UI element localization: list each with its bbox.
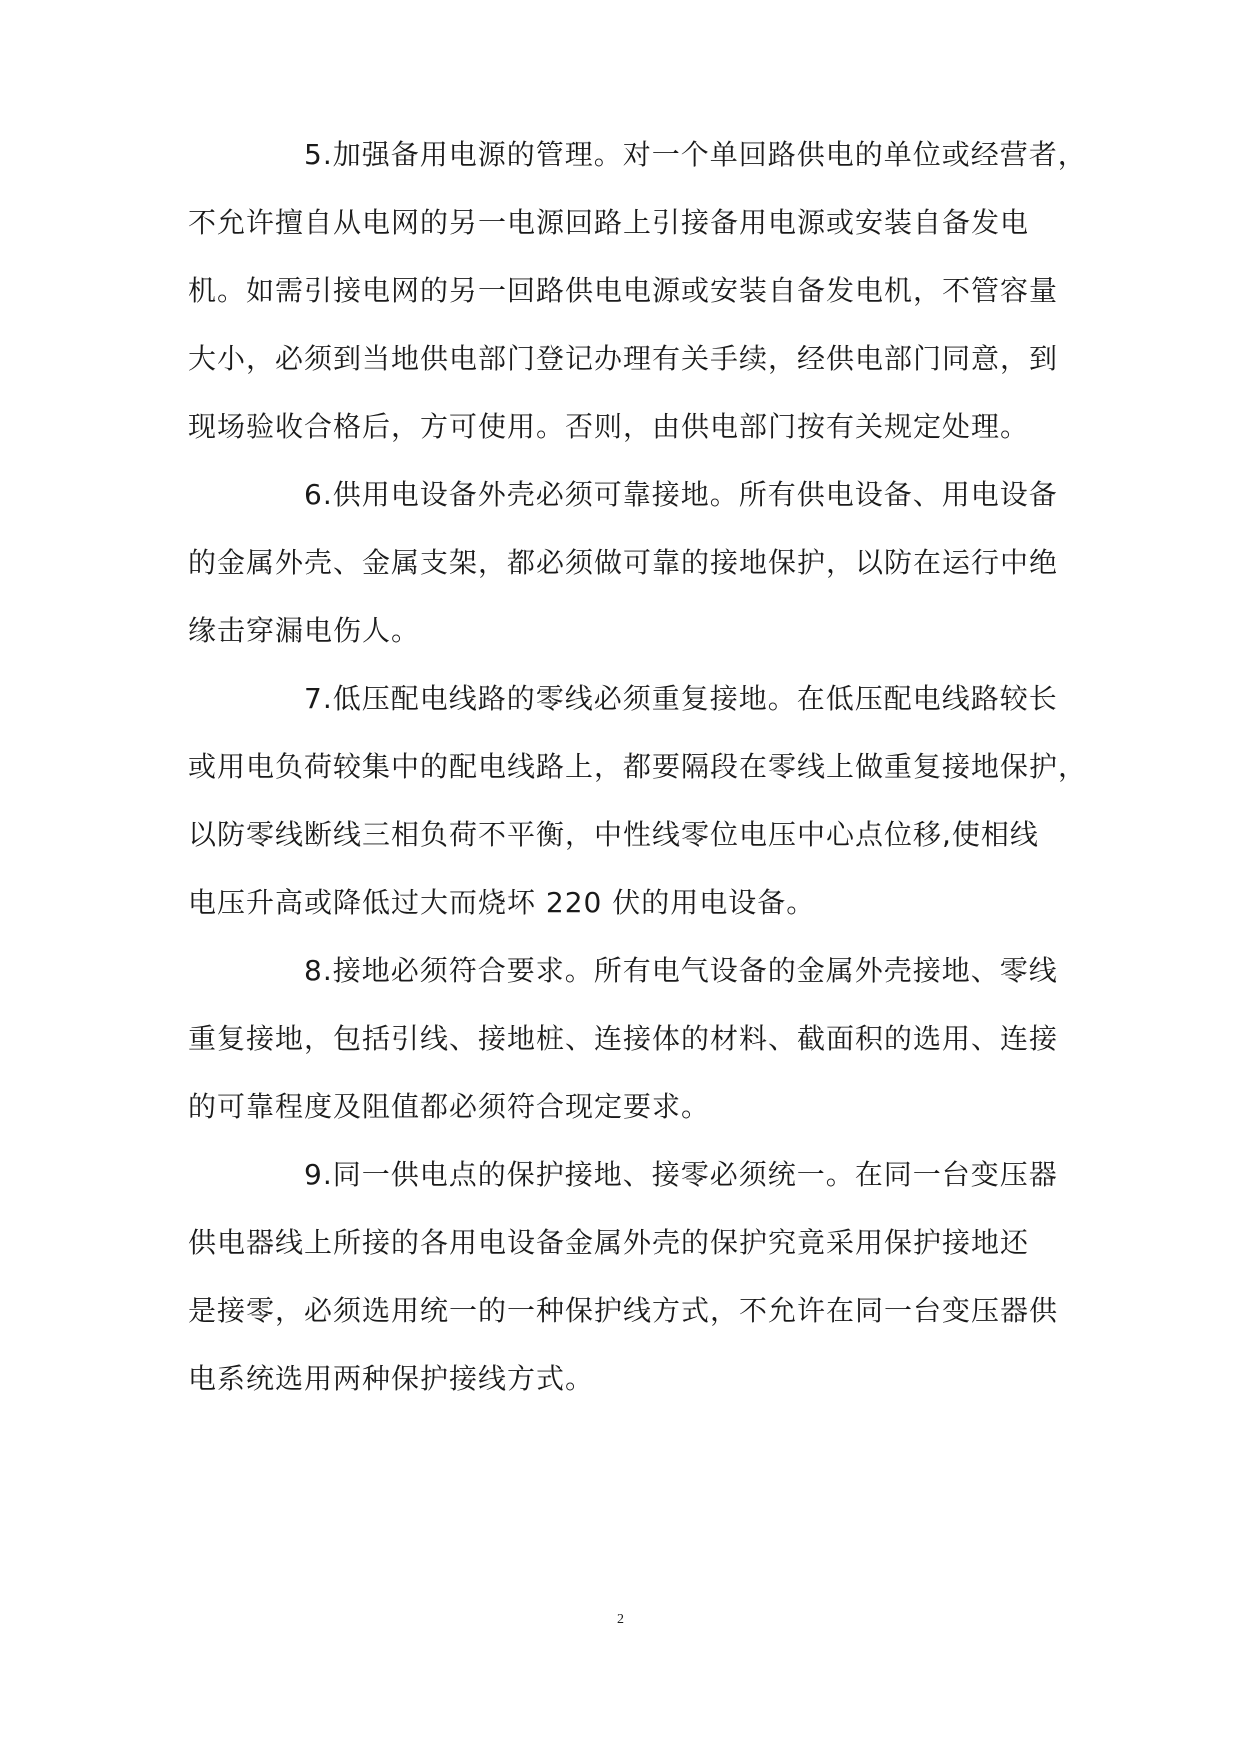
paragraph-5-line-3: 机。如需引接电网的另一回路供电电源或安装自备发电机，不管容量 [188,274,1059,307]
paragraph-8-line-2: 重复接地，包括引线、接地桩、连接体的材料、截面积的选用、连接 [188,1022,1059,1055]
paragraph-7-line-2: 或用电负荷较集中的配电线路上，都要隔段在零线上做重复接地保护， [188,750,1088,783]
paragraph-7-line-3: 以防零线断线三相负荷不平衡，中性线零位电压中心点位移,使相线 [188,818,1039,851]
paragraph-9-line-4: 电系统选用两种保护接线方式。 [188,1362,595,1395]
paragraph-7-line-4: 电压升高或降低过大而烧坏 220 伏的用电设备。 [188,886,816,919]
paragraph-9-line-3: 是接零，必须选用统一的一种保护线方式，不允许在同一台变压器供 [188,1294,1059,1327]
paragraph-8-line-3: 的可靠程度及阻值都必须符合现定要求。 [188,1090,711,1123]
paragraph-6-line-2: 的金属外壳、金属支架，都必须做可靠的接地保护，以防在运行中绝 [188,546,1059,579]
paragraph-6-line-3: 缘击穿漏电伤人。 [188,614,421,647]
paragraph-5-line-2: 不允许擅自从电网的另一电源回路上引接备用电源或安装自备发电 [188,206,1030,239]
paragraph-6-line-1: 6.供用电设备外壳必须可靠接地。所有供电设备、用电设备 [304,478,1058,511]
paragraph-5-line-5: 现场验收合格后，方可使用。否则，由供电部门按有关规定处理。 [188,410,1030,443]
paragraph-7-line-1: 7.低压配电线路的零线必须重复接地。在低压配电线路较长 [304,682,1058,715]
paragraph-9-line-1: 9.同一供电点的保护接地、接零必须统一。在同一台变压器 [304,1158,1058,1191]
paragraph-8-line-1: 8.接地必须符合要求。所有电气设备的金属外壳接地、零线 [304,954,1058,987]
paragraph-9-line-2: 供电器线上所接的各用电设备金属外壳的保护究竟采用保护接地还 [188,1226,1030,1259]
paragraph-5-line-4: 大小，必须到当地供电部门登记办理有关手续，经供电部门同意，到 [188,342,1059,375]
page-number: 2 [617,1612,624,1627]
paragraph-5-line-1: 5.加强备用电源的管理。对一个单回路供电的单位或经营者， [304,138,1087,171]
